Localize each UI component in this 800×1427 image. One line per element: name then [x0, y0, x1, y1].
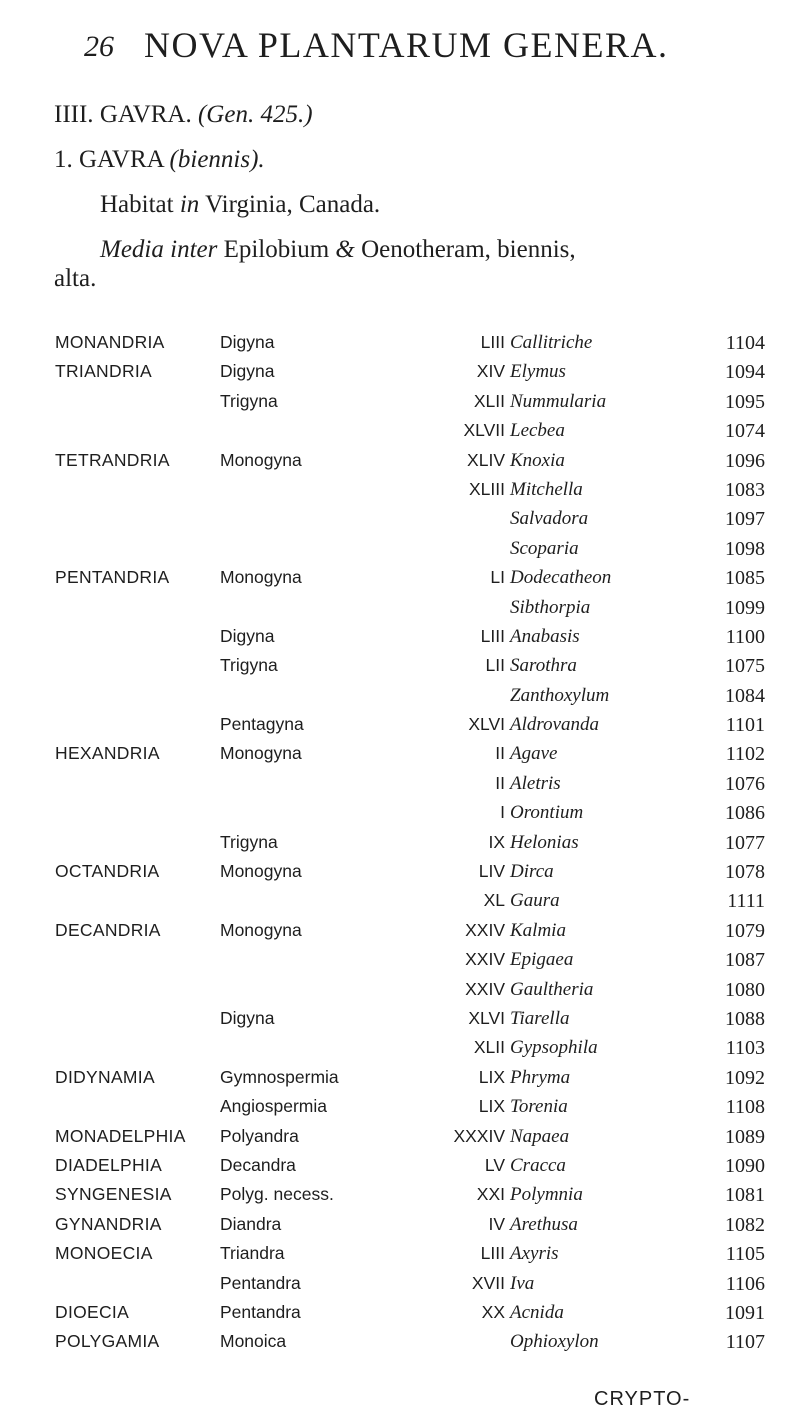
section-numeral: XL: [483, 890, 505, 911]
order-name: Polyg. necess.: [220, 1184, 334, 1205]
note-genus-b: Oenotheram, biennis,: [361, 236, 576, 263]
order-name: Monogyna: [220, 449, 302, 470]
order-name: Monogyna: [220, 567, 302, 588]
table-row: [55, 1329, 765, 1358]
class-name: DECANDRIA: [55, 919, 161, 940]
section-numeral: LIV: [478, 861, 505, 882]
genus-name: Elymus: [510, 361, 566, 383]
class-name: DIADELPHIA: [55, 1154, 163, 1175]
genus-name: Aldrovanda: [510, 714, 600, 736]
order-name: Monogyna: [220, 743, 302, 764]
section-numeral: IX: [488, 831, 505, 852]
section-numeral: XXXIV: [453, 1125, 505, 1146]
table-row: [55, 1094, 765, 1123]
genus-name: Aletris: [510, 772, 561, 794]
genus-name: Gypsophila: [510, 1037, 598, 1059]
genus-name: Nummularia: [510, 390, 607, 412]
genus-number: 1089: [725, 1125, 765, 1148]
genus-number: 1083: [725, 478, 765, 501]
section-numeral: XLIII: [469, 478, 505, 499]
class-name: OCTANDRIA: [55, 861, 160, 882]
genus-name: Callitriche: [510, 332, 593, 353]
table-row: [55, 683, 765, 712]
genus-number: 1079: [725, 919, 765, 942]
note-line-end: alta.: [54, 265, 97, 292]
order-name: Digyna: [220, 332, 275, 352]
table-row: [55, 1182, 765, 1211]
table-row: [55, 1271, 765, 1300]
genus-number: 1094: [725, 361, 765, 384]
genus-number: 1081: [725, 1184, 765, 1207]
section-numeral: XLII: [473, 390, 505, 411]
genus-name: Arethusa: [510, 1213, 578, 1235]
table-row: [55, 918, 765, 947]
table-row: [55, 859, 765, 888]
genera-table: [55, 330, 765, 1359]
genus-number: 1075: [725, 655, 765, 678]
table-row: [55, 389, 765, 418]
genus-name: Dodecatheon: [510, 567, 612, 589]
order-name: Monogyna: [220, 861, 302, 882]
section-numeral: XIV: [476, 361, 505, 382]
section-numeral: XXIV: [465, 978, 505, 999]
genus-number: 1104: [725, 332, 765, 354]
page-number: 26: [84, 30, 114, 63]
genus-name: Kalmia: [510, 919, 566, 941]
page-title: NOVA PLANTARUM GENERA.: [144, 25, 669, 65]
genus-name: Gaultheria: [510, 978, 594, 1000]
genus-name: Napaea: [510, 1125, 570, 1147]
section-numeral: XLII: [473, 1037, 505, 1058]
class-name: MONANDRIA: [55, 332, 165, 352]
order-name: Digyna: [220, 1007, 275, 1028]
section-numeral: XXI: [476, 1184, 505, 1205]
section-numeral: LIII: [480, 1243, 505, 1264]
genus-number: 1105: [725, 1243, 765, 1266]
genus-number: 1096: [725, 449, 765, 472]
genus-number: 1111: [727, 890, 765, 913]
heading-number: IIII.: [54, 101, 94, 128]
table-row: [55, 359, 765, 388]
genus-number: 1085: [725, 567, 765, 590]
table-row: [55, 624, 765, 653]
genus-name: Lecbea: [510, 420, 565, 442]
genus-name: Tiarella: [510, 1007, 570, 1029]
note-genus-a: Epilobium: [223, 236, 330, 263]
genus-number: 1097: [725, 508, 765, 531]
table-row: [55, 1035, 765, 1064]
note-line: [100, 233, 576, 267]
table-row: [55, 448, 765, 477]
table-row: [55, 1212, 765, 1241]
section-numeral: XXIV: [465, 919, 505, 940]
table-row: [55, 1153, 765, 1182]
genus-name: Gaura: [510, 890, 560, 912]
section-numeral: XX: [481, 1301, 505, 1322]
order-name: Trigyna: [220, 655, 278, 676]
section-numeral: LI: [490, 567, 505, 588]
section-numeral: XLIV: [467, 449, 505, 470]
table-row: [55, 800, 765, 829]
genus-name: Phryma: [510, 1066, 571, 1088]
table-row: [55, 1006, 765, 1035]
genus-name: Knoxia: [510, 449, 565, 471]
order-name: Pentandra: [220, 1272, 301, 1293]
genus-number: 1091: [725, 1301, 765, 1324]
table-row: [55, 830, 765, 859]
section-numeral: LV: [484, 1154, 505, 1175]
genus-number: 1095: [725, 390, 765, 413]
order-name: Triandra: [220, 1243, 285, 1264]
genus-name: Epigaea: [510, 949, 574, 971]
table-row: [55, 506, 765, 535]
genus-number: 1098: [725, 537, 765, 560]
order-name: Trigyna: [220, 390, 278, 411]
genus-number: 1086: [725, 802, 765, 825]
genus-number: 1076: [725, 772, 765, 795]
section-numeral: IV: [488, 1213, 505, 1234]
species-heading: [54, 143, 265, 177]
class-name: MONADELPHIA: [55, 1125, 186, 1146]
table-row: [55, 888, 765, 917]
habitat-place: Virginia, Canada.: [205, 191, 381, 218]
genus-number: 1090: [725, 1154, 765, 1177]
section-numeral: II: [495, 743, 505, 764]
section-numeral: XLVII: [463, 420, 505, 441]
genus-number: 1088: [725, 1007, 765, 1030]
genus-number: 1101: [725, 714, 765, 737]
class-name: DIOECIA: [55, 1301, 130, 1322]
genus-name: Agave: [510, 743, 558, 765]
genus-name: Ophioxylon: [510, 1331, 599, 1353]
table-row: [55, 741, 765, 770]
section-numeral: XLVI: [468, 714, 505, 735]
class-name: HEXANDRIA: [55, 743, 160, 764]
class-name: TETRANDRIA: [55, 449, 170, 470]
table-row: [55, 947, 765, 976]
species-number: 1.: [54, 146, 73, 173]
order-name: Monogyna: [220, 919, 302, 940]
genus-number: 1092: [725, 1066, 765, 1089]
section-numeral: I: [500, 802, 505, 823]
order-name: Digyna: [220, 625, 275, 646]
genus-name: Sarothra: [510, 655, 577, 677]
class-name: SYNGENESIA: [55, 1184, 172, 1205]
genus-number: 1099: [725, 596, 765, 619]
genus-name: Torenia: [510, 1096, 568, 1118]
genus-name: Sibthorpia: [510, 596, 591, 618]
order-name: Monoica: [220, 1331, 287, 1352]
genus-name: Helonias: [510, 831, 579, 853]
table-row: [55, 595, 765, 624]
genus-name: Dirca: [510, 861, 554, 883]
table-row: [55, 1300, 765, 1329]
table-row: [55, 712, 765, 741]
order-name: Trigyna: [220, 831, 278, 852]
section-numeral: XLVI: [468, 1007, 505, 1028]
table-row: [55, 653, 765, 682]
section-numeral: LII: [485, 655, 505, 676]
section-numeral: LIX: [478, 1096, 505, 1117]
running-head: [0, 22, 800, 70]
genus-name: Anabasis: [510, 625, 580, 647]
order-name: Decandra: [220, 1154, 296, 1175]
species-epithet: (biennis).: [169, 146, 265, 173]
catchword: CRYPTO-: [594, 1388, 691, 1410]
genus-name: Mitchella: [510, 478, 583, 500]
class-name: GYNANDRIA: [55, 1213, 162, 1234]
genus-name: Axyris: [510, 1243, 559, 1265]
genus-name: Salvadora: [510, 508, 589, 530]
class-name: TRIANDRIA: [55, 361, 153, 382]
genus-name: Cracca: [510, 1154, 566, 1176]
note-ampersand: &: [335, 236, 355, 263]
section-numeral: XVII: [471, 1272, 505, 1293]
genus-heading: [54, 98, 313, 132]
habitat-in: in: [179, 191, 200, 218]
species-name: GAVRA: [79, 146, 164, 173]
genus-number: 1087: [725, 949, 765, 972]
genus-number: 1078: [725, 861, 765, 884]
class-name: DIDYNAMIA: [55, 1066, 155, 1087]
order-name: Gymnospermia: [220, 1066, 339, 1087]
order-name: Diandra: [220, 1213, 282, 1234]
genus-number: 1077: [725, 831, 765, 854]
genus-number: 1107: [725, 1331, 765, 1354]
table-row: [55, 977, 765, 1006]
genus-number: 1074: [725, 420, 765, 443]
genus-name: Scoparia: [510, 537, 579, 559]
table-row: [55, 565, 765, 594]
table-row: [55, 536, 765, 565]
order-name: Polyandra: [220, 1125, 299, 1146]
table-row: [55, 418, 765, 447]
table-row: [55, 1241, 765, 1270]
order-name: Digyna: [220, 361, 275, 382]
section-numeral: LIII: [480, 332, 505, 352]
table-row: [55, 771, 765, 800]
genus-name: Orontium: [510, 802, 584, 824]
genus-number: 1080: [725, 978, 765, 1001]
genus-name: Acnida: [510, 1301, 564, 1323]
habitat-line: [100, 188, 380, 222]
class-name: MONOECIA: [55, 1243, 153, 1264]
class-name: PENTANDRIA: [55, 567, 170, 588]
section-numeral: XXIV: [465, 949, 505, 970]
section-numeral: LIX: [478, 1066, 505, 1087]
order-name: Angiospermia: [220, 1096, 327, 1117]
genus-name: Zanthoxylum: [510, 684, 610, 706]
order-name: Pentagyna: [220, 714, 304, 735]
habitat-lead: Habitat: [100, 191, 174, 218]
genus-number: 1106: [725, 1272, 765, 1295]
genus-name: Polymnia: [510, 1184, 583, 1206]
order-name: Pentandra: [220, 1301, 301, 1322]
table-row: [55, 1124, 765, 1153]
genus-number: 1100: [725, 625, 765, 648]
section-numeral: LIII: [480, 625, 505, 646]
heading-genus-name: GAVRA.: [99, 101, 192, 128]
section-numeral: II: [495, 772, 505, 793]
genus-number: 1082: [725, 1213, 765, 1236]
table-row: [55, 330, 765, 359]
heading-genus-reference: (Gen. 425.): [197, 101, 313, 128]
note-lead: Media inter: [100, 236, 218, 263]
genus-name: Iva: [510, 1272, 535, 1294]
genus-number: 1102: [725, 743, 765, 766]
table-row: [55, 1065, 765, 1094]
table-row: [55, 477, 765, 506]
genus-number: 1103: [725, 1037, 765, 1060]
genus-number: 1108: [725, 1096, 765, 1119]
genus-number: 1084: [725, 684, 765, 707]
class-name: POLYGAMIA: [55, 1331, 160, 1352]
